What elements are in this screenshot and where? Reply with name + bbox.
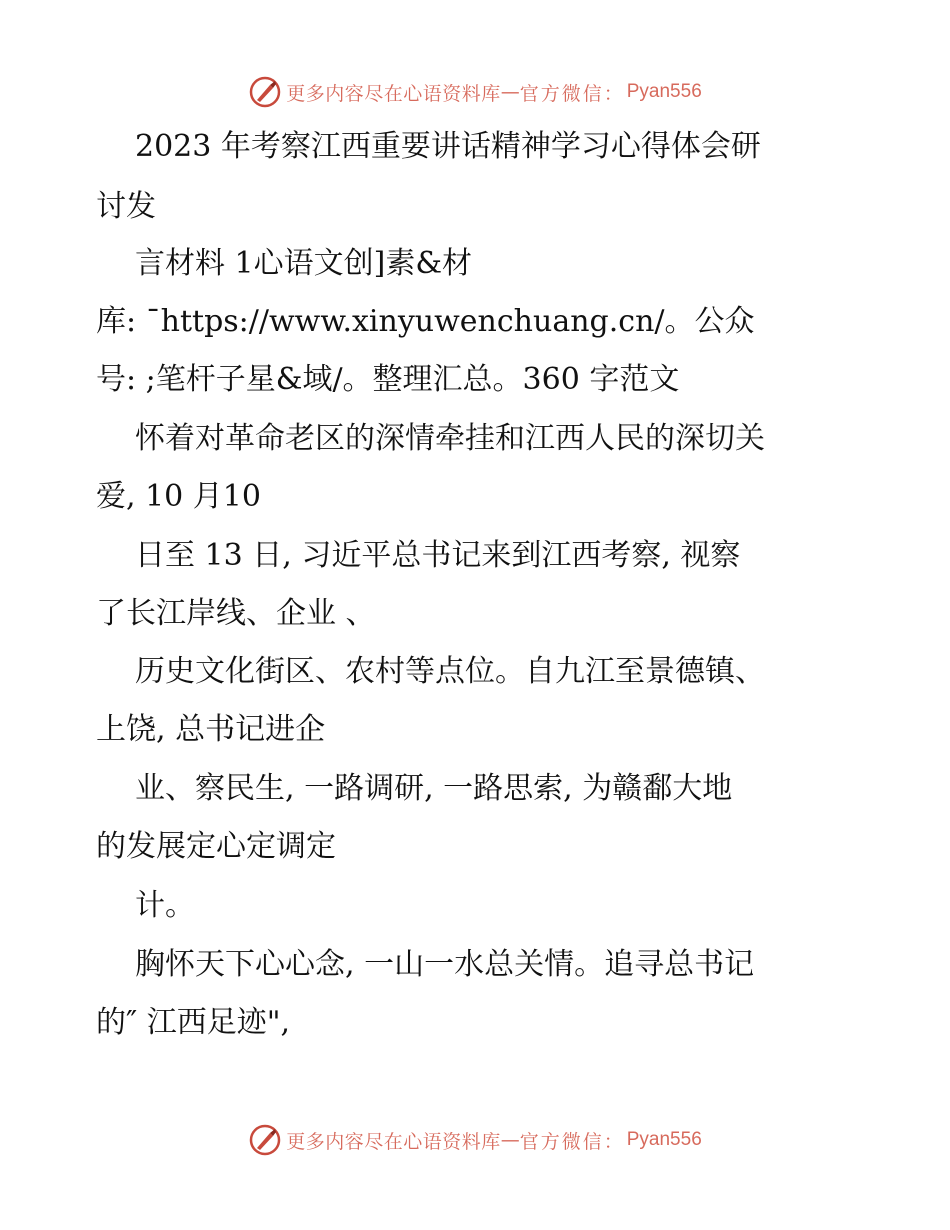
body-line: 日至 13 日, 习近平总书记来到江西考察, 视察 — [135, 538, 741, 573]
watermark-separator: — — [500, 81, 520, 103]
body-line: 胸怀天下心心念, 一山一水总关情。追寻总书记 — [135, 947, 755, 982]
watermark-text: 更多内容尽在心语资料库 — [286, 82, 501, 105]
body-line: 业、察民生, 一路调研, 一路思索, 为赣鄱大地 — [135, 771, 733, 806]
body-line: 怀着对革命老区的深情牵挂和江西人民的深切关 — [135, 421, 765, 456]
body-line: 言材料 1心语文创]素&材 — [135, 246, 473, 281]
watermark-text: 更多内容尽在心语资料库 — [286, 1130, 501, 1153]
watermark-wechat-label: 官方微信： — [519, 82, 625, 105]
quill-logo-icon — [248, 1123, 282, 1157]
body-line: 了长江岸线、企业 、 — [96, 596, 376, 631]
footer-watermark — [0, 1120, 950, 1160]
body-line: 的″ 江西足迹", — [96, 1005, 291, 1040]
body-line: 历史文化街区、农村等点位。自九江至景德镇、 — [135, 654, 765, 689]
body-line: 计。 — [135, 888, 195, 923]
body-line: 库: ¯https://www.xinyuwenchuang.cn/。公众 — [96, 304, 755, 339]
body-line: 讨发 — [96, 189, 156, 224]
body-line: 2023 年考察江西重要讲话精神学习心得体会研 — [135, 129, 761, 164]
watermark-wechat-id: Pyan556 — [626, 1129, 702, 1150]
body-line: 上饶, 总书记进企 — [96, 712, 326, 747]
body-line: 号: ;笔杆子星&域/。整理汇总。360 字范文 — [96, 362, 680, 397]
header-watermark — [0, 72, 950, 112]
body-line: 的发展定心定调定 — [96, 829, 336, 864]
quill-logo-icon — [248, 75, 282, 109]
body-line: 爱, 10 月10 — [96, 479, 261, 514]
watermark-wechat-id: Pyan556 — [626, 81, 702, 102]
watermark-separator: — — [500, 1129, 520, 1151]
watermark-wechat-label: 官方微信： — [519, 1130, 625, 1153]
